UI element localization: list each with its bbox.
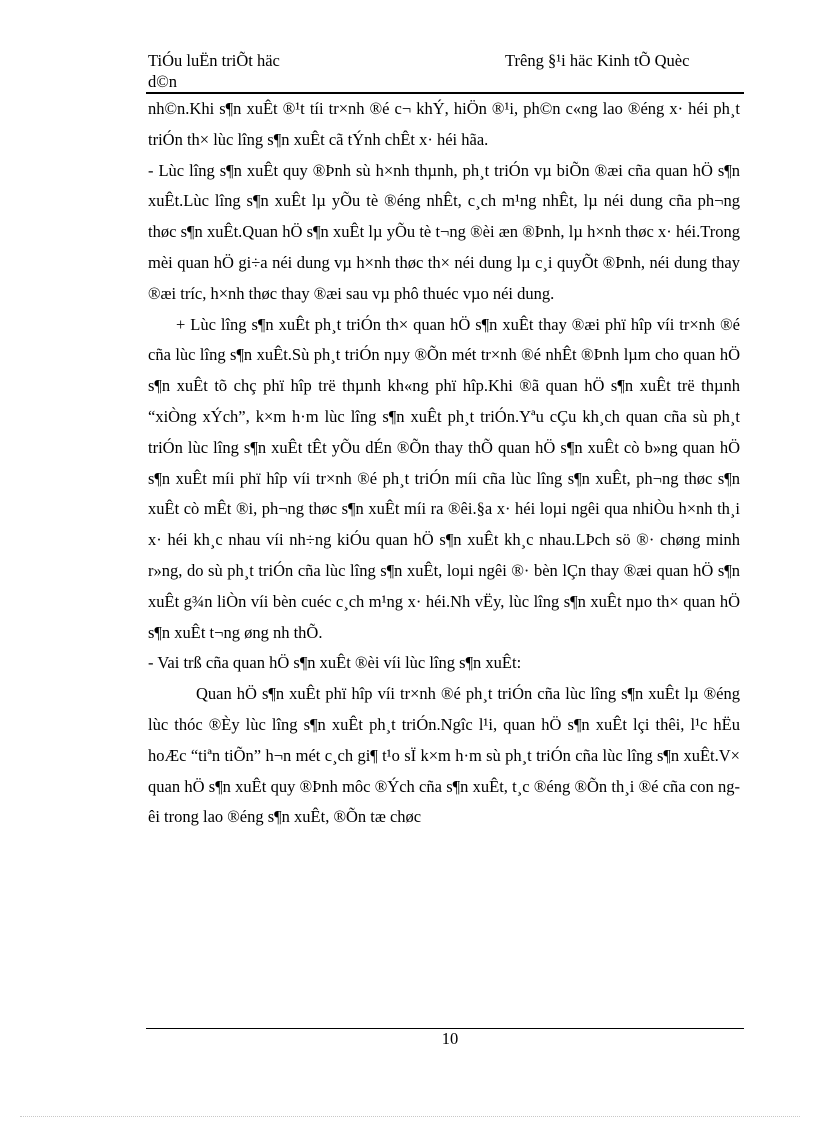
page-bottom-dotted-line <box>20 1116 800 1117</box>
paragraph: - Lùc lîng s¶n xuÊt quy ®Þnh sù h×nh thµnh, ph¸t triÓn vµ biÕn ®æi cña quan hÖ s¶n xuÊt.Lùc lîng s¶n xuÊt lµ yÕu tè ®éng nhÊt, c¸ch m¹ng nhÊt, lµ néi dung cña ph¬ng thøc s¶n xuÊt.Quan hÖ s¶n xuÊt lµ yÕu tè t¬ng ®èi æn ®Þnh, lµ h×nh thøc x· héi.Trong mèi quan hÖ gi÷a néi dung vµ h×nh thøc th× néi dung lµ c¸i quyÕt ®Þnh, néi dung thay ®æi tríc, h×nh thøc thay ®æi sau vµ phô thuéc vµo néi dung. <box>148 160 740 303</box>
paragraph: - Vai trß cña quan hÖ s¶n xuÊt ®èi víi lùc lîng s¶n xuÊt: <box>148 653 522 673</box>
header-right-title: Trêng §¹i häc Kinh tÕ Quèc <box>505 51 690 70</box>
header-left-title: TiÓu luËn triÕt häc d©n <box>148 51 280 91</box>
body-text <box>148 94 740 833</box>
paragraph: Quan hÖ s¶n xuÊt phï hîp víi tr×nh ®é ph¸t triÓn cña lùc lîng s¶n xuÊt lµ ®éng lùc thóc ®Èy lùc lîng s¶n xuÊt ph¸t triÓn.Ngîc l¹i, quan hÖ s¶n xuÊt lçi thêi, l¹c hËu hoÆc “tiªn tiÕn” h¬n mét c¸ch gi¶ t¹o sÏ k×m h·m sù ph¸t triÓn cña lùc lîng s¶n xuÊt.V× quan hÖ s¶n xuÊt quy ®Þnh môc ®Ých cña s¶n xuÊt, t¸c ®éng ®Õn th¸i ®é cña con ngêi trong lao ®éng s¶n xuÊt, ®Õn tæ chøc <box>148 684 740 827</box>
paragraph: nh©n.Khi s¶n xuÊt ®¹t tíi tr×nh ®é c¬ khÝ, hiÖn ®¹i, ph©n c«ng lao ®éng x· héi ph¸t triÓn th× lùc lîng s¶n xuÊt cã tÝnh chÊt x· héi hãa. <box>148 99 740 149</box>
paragraph: + Lùc lîng s¶n xuÊt ph¸t triÓn th× quan hÖ s¶n xuÊt thay ®æi phï hîp víi tr×nh ®é cña lùc lîng s¶n xuÊt.Sù ph¸t triÓn nµy ®Õn mét tr×nh ®é nhÊt ®Þnh lµm cho quan hÖ s¶n xuÊt tõ chç phï hîp trë thµnh kh«ng phï hîp.Khi ®ã quan hÖ s¶n xuÊt trë thµnh “xiÒng xÝch”, k×m h·m lùc lîng s¶n xuÊt ph¸t triÓn.Yªu cÇu kh¸ch quan cña sù ph¸t triÓn lùc lîng s¶n xuÊt tÊt yÕu dÉn ®Õn thay thÕ quan hÖ s¶n xuÊt cò b»ng quan hÖ s¶n xuÊt míi phï hîp víi tr×nh ®é ph¸t triÓn míi cña lùc lîng s¶n xuÊt, ph¬ng thøc s¶n xuÊt cò mÊt ®i, ph¬ng thøc s¶n xuÊt míi ra ®êi.§a x· héi loµi ngêi qua nhiÒu h×nh th¸i x· héi kh¸c nhau víi nh÷ng kiÓu quan hÖ s¶n xuÊt kh¸c nhau.LÞch sö ®· chøng minh r»ng, do sù ph¸t triÓn cña lùc lîng s¶n xuÊt, loµi ngêi ®· bèn lÇn thay ®æi quan hÖ s¶n xuÊt g¾n liÒn víi bèn cuéc c¸ch m¹ng x· héi.Nh vËy, lùc lîng s¶n xuÊt nµo th× quan hÖ s¶n xuÊt t¬ng øng nh thÕ. <box>148 314 740 642</box>
page-number: 10 <box>441 1029 459 1048</box>
